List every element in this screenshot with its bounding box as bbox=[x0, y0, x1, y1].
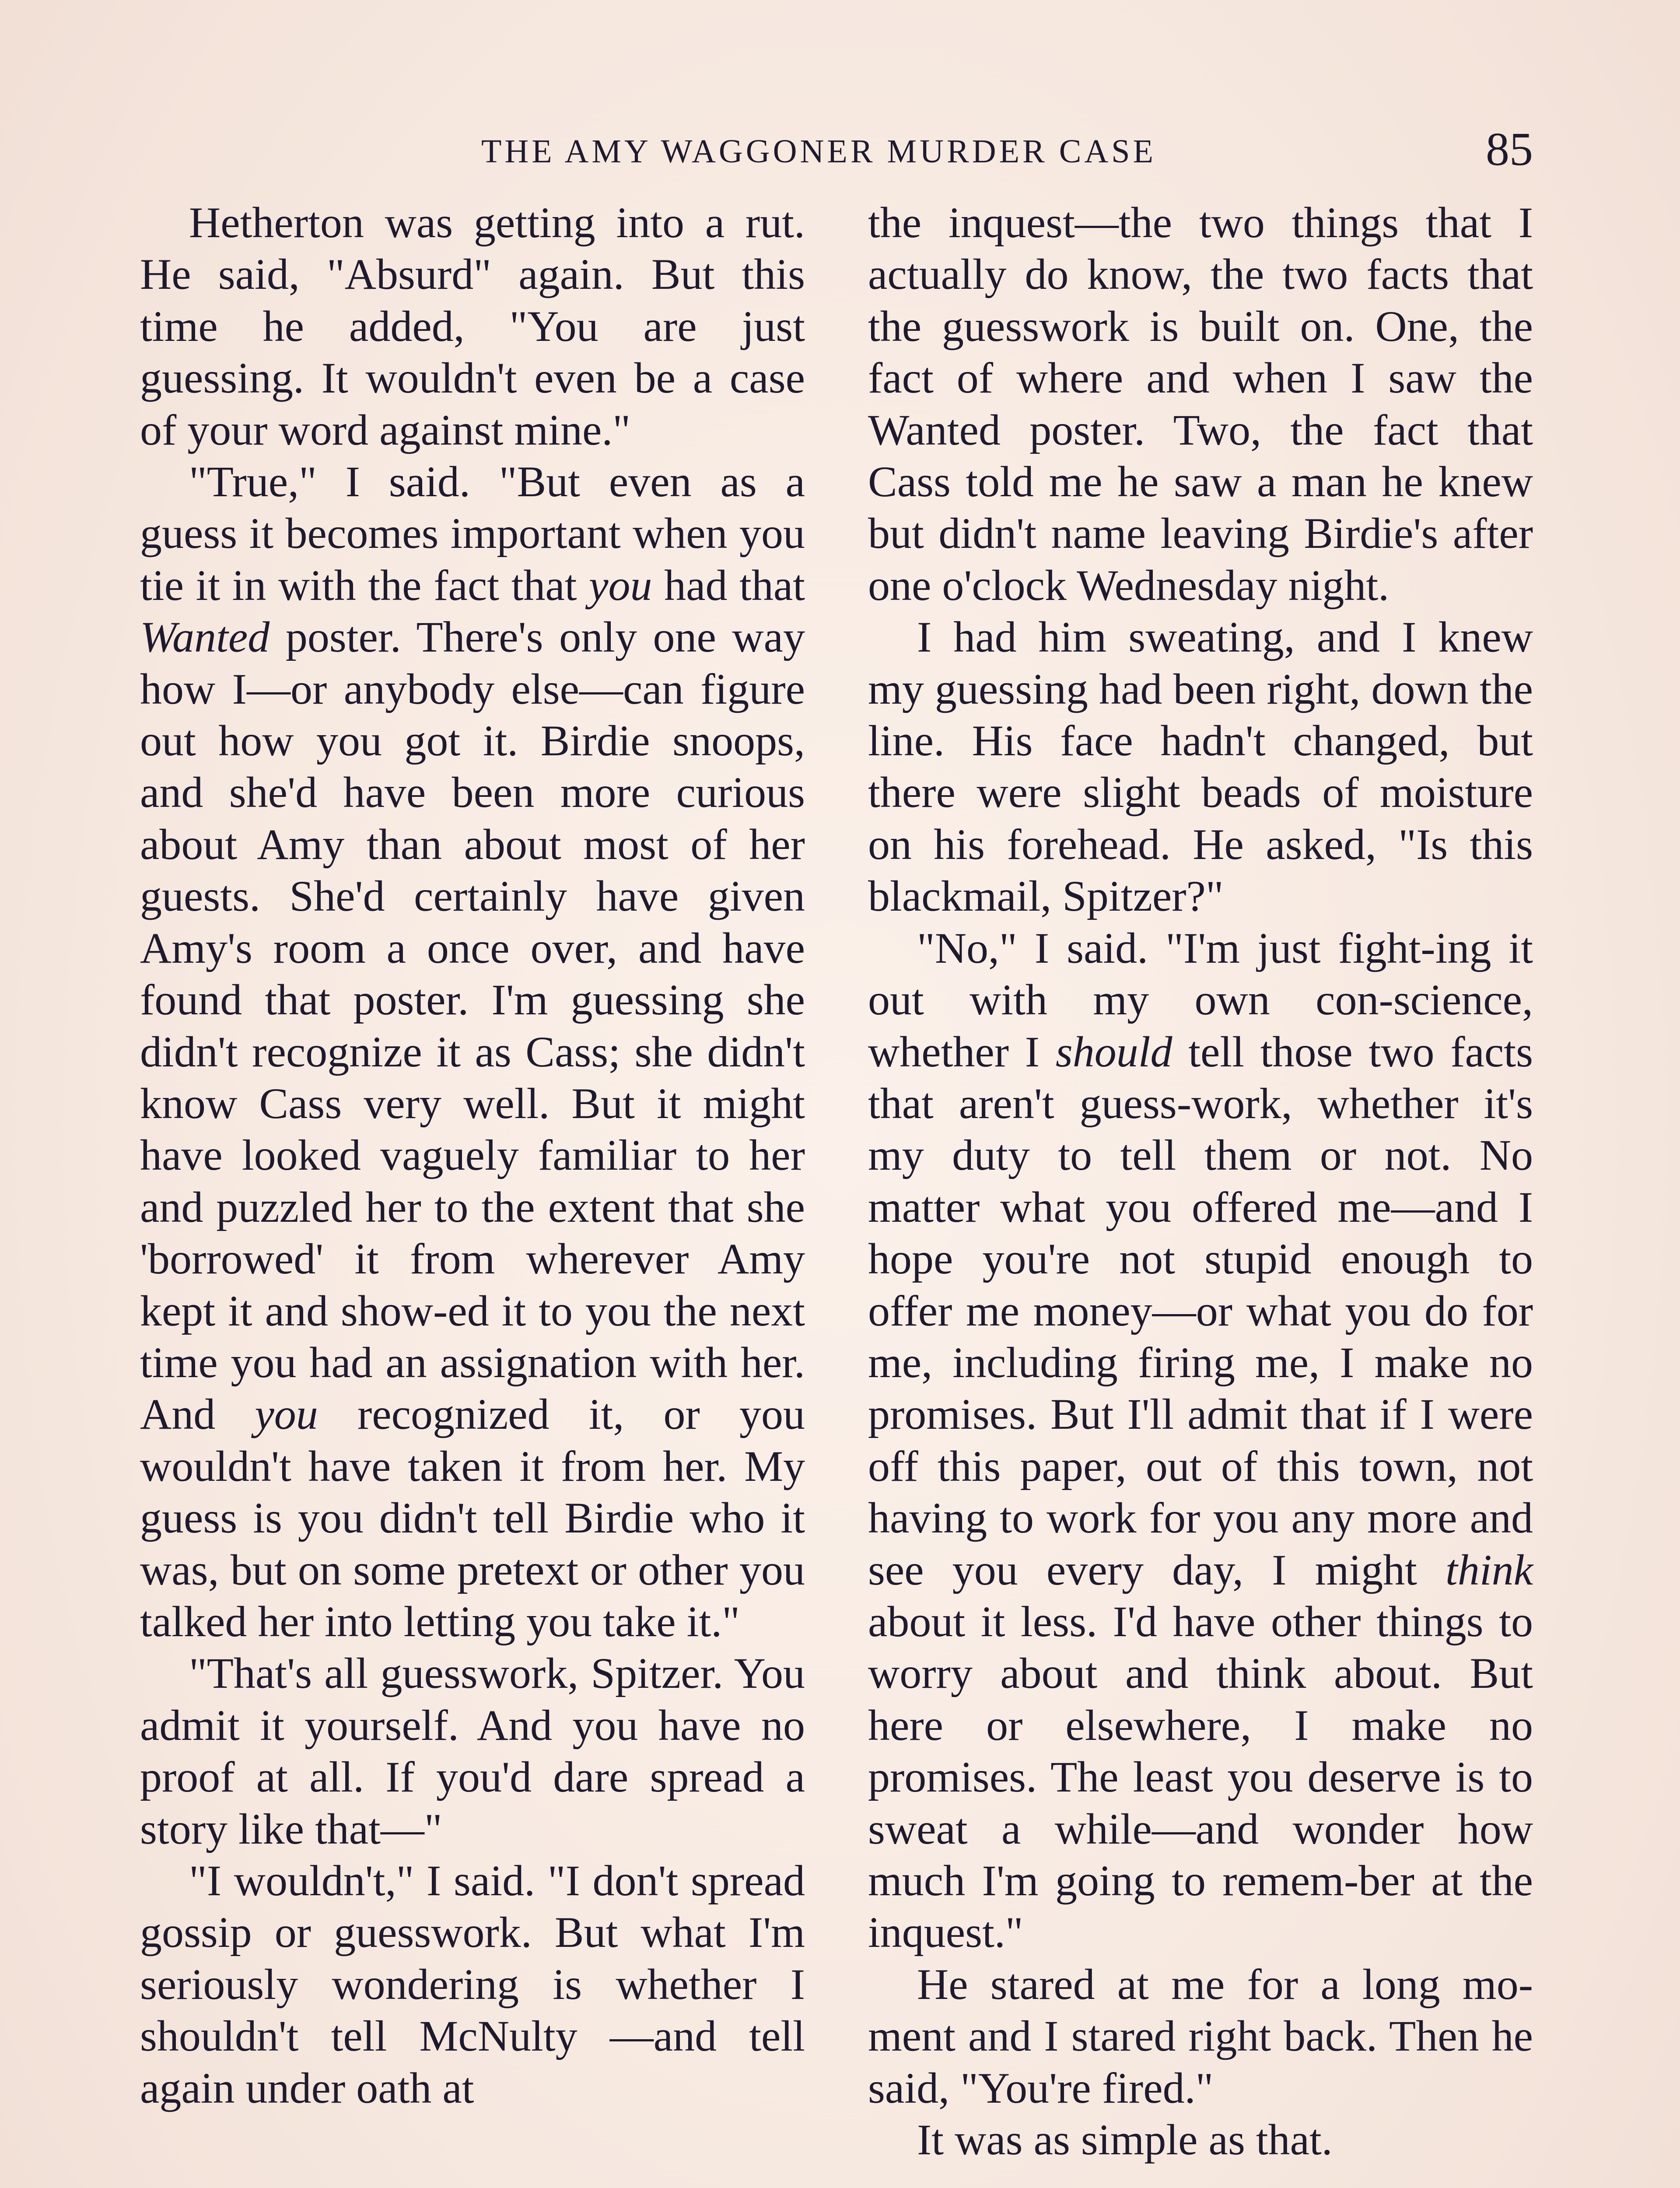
paragraph bbox=[868, 922, 1533, 1959]
italic-text: you bbox=[589, 561, 652, 610]
page-header bbox=[0, 125, 1680, 186]
paragraph bbox=[140, 456, 805, 1648]
text-run: poster. There's only one way how I—or anybody else—can figure out how you got it. Birdie snoops, and she'd have been more curious about Amy than about most of her guests. She'd certainly have given Amy's room a once over, and have found that poster. I'm guessing she didn't recognize it as Cass; she didn't know Cass very well. But it might have looked vaguely familiar to her and puzzled her to the extent that she 'borrowed' it from wherever Amy kept it and show-ed it to you the next time you had an assignation with her. And bbox=[140, 613, 805, 1439]
paragraph: "That's all guesswork, Spitzer. You admit it yourself. And you have no proof at all. If you'd dare spread a story like that—" bbox=[140, 1649, 805, 1853]
italic-text: you bbox=[255, 1390, 318, 1439]
text-run: about it less. I'd have other things to worry about and think about. But here or elsewhere, I make no promises. The least you deserve is to sweat a while—and wonder how much I'm going to remem-ber at the inquest." bbox=[868, 1597, 1533, 1957]
paragraph: He stared at me for a long mo-ment and I stared right back. Then he said, "You're fired." bbox=[868, 1960, 1533, 2112]
paragraph: It was as simple as that. bbox=[917, 2115, 1333, 2164]
text-run: "No," I said. "I'm just fight-ing it out with my own con-science, whether I bbox=[868, 923, 1533, 1076]
text-run: tell those two facts that aren't guess-work, whether it's my duty to tell them or not. No matter what you offered me—and I hope you're not stupid enough to offer me money—or what you do for me, including firing me, I make no promises. But I'll admit that if I were off this paper, out of this town, not having to work for you any more and see you every day, I might bbox=[868, 1027, 1533, 1594]
italic-text: Wanted bbox=[140, 613, 270, 662]
italic-text: should bbox=[1055, 1027, 1172, 1076]
paragraph: the inquest—the two things that I actually do know, the two facts that the guesswork is built on. One, the fact of where and when I saw the Wanted poster. Two, the fact that Cass told me he saw a man he knew but didn't name leaving Birdie's after one o'clock Wednesday night. bbox=[868, 198, 1533, 610]
running-head: THE AMY WAGGONER MURDER CASE bbox=[481, 133, 1156, 170]
text-run: recognized it, or you wouldn't have taken it from her. My guess is you didn't tell Birdie who it was, but on some pretext or other you talked her into letting you take it." bbox=[140, 1390, 805, 1646]
paragraph: "I wouldn't," I said. "I don't spread gossip or guesswork. But what I'm seriously wondering is whether I shouldn't tell McNulty —and tell again under oath at bbox=[140, 1856, 805, 2112]
text-run: had that bbox=[652, 561, 805, 610]
text-run: "True," I said. "But even as a guess it becomes important when you tie it in with the fact that bbox=[140, 457, 805, 610]
page-number: 85 bbox=[1486, 123, 1533, 175]
paragraph: I had him sweating, and I knew my guessing had been right, down the line. His face hadn't changed, but there were slight beads of moisture on his forehead. He asked, "Is this blackmail, Spitzer?" bbox=[868, 613, 1533, 921]
paragraph: Hetherton was getting into a rut. He said, "Absurd" again. But this time he added, "You are just guessing. It wouldn't even be a case of your word against mine." bbox=[140, 198, 805, 454]
right-column bbox=[868, 197, 1533, 2166]
left-column bbox=[140, 197, 805, 2114]
italic-text: think bbox=[1446, 1545, 1533, 1594]
